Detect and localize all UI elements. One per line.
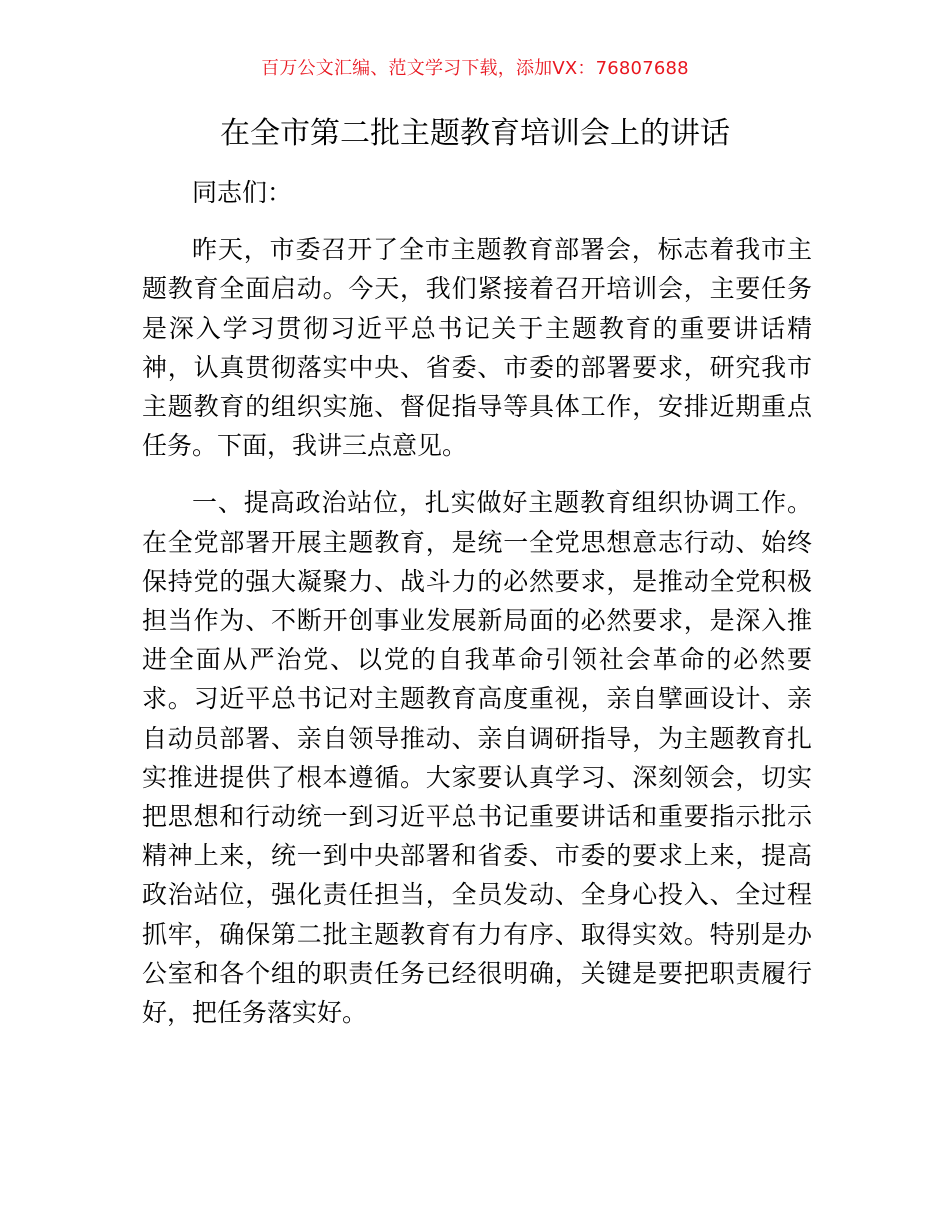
paragraph-section-one: 一、提高政治站位，扎实做好主题教育组织协调工作。在全党部署开展主题教育，是统一全党思想意志行动、始终保持党的强大凝聚力、战斗力的必然要求，是推动全党积极担当作为、不断开创事业发展新局面的必然要求，是深入推进全面从严治党、以党的自我革命引领社会革命的必然要求。习近平总书记对主题教育高度重视，亲自擘画设计、亲自动员部署、亲自领导推动、亲自调研指导，为主题教育扎实推进提供了根本遵循。大家要认真学习、深刻领会，切实把思想和行动统一到习近平总书记重要讲话和重要指示批示精神上来，统一到中央部署和省委、市委的要求上来，提高政治站位，强化责任担当，全员发动、全身心投入、全过程抓牢，确保第二批主题教育有力有序、取得实效。特别是办公室和各个组的职责任务已经很明确，关键是要把职责履行好，把任务落实好。 [142, 488, 812, 1028]
salutation: 同志们： [192, 178, 293, 207]
paragraph-intro: 昨天，市委召开了全市主题教育部署会，标志着我市主题教育全面启动。今天，我们紧接着召开培训会，主要任务是深入学习贯彻习近平总书记关于主题教育的重要讲话精神，认真贯彻落实中央、省委、市委的部署要求，研究我市主题教育的组织实施、督促指导等具体工作，安排近期重点任务。下面，我讲三点意见。 [142, 235, 812, 461]
document-title: 在全市第二批主题教育培训会上的讲话 [220, 116, 730, 151]
watermark-header: 百万公文汇编、范文学习下载，添加VX：76807688 [261, 58, 689, 79]
document-body [142, 173, 812, 1050]
